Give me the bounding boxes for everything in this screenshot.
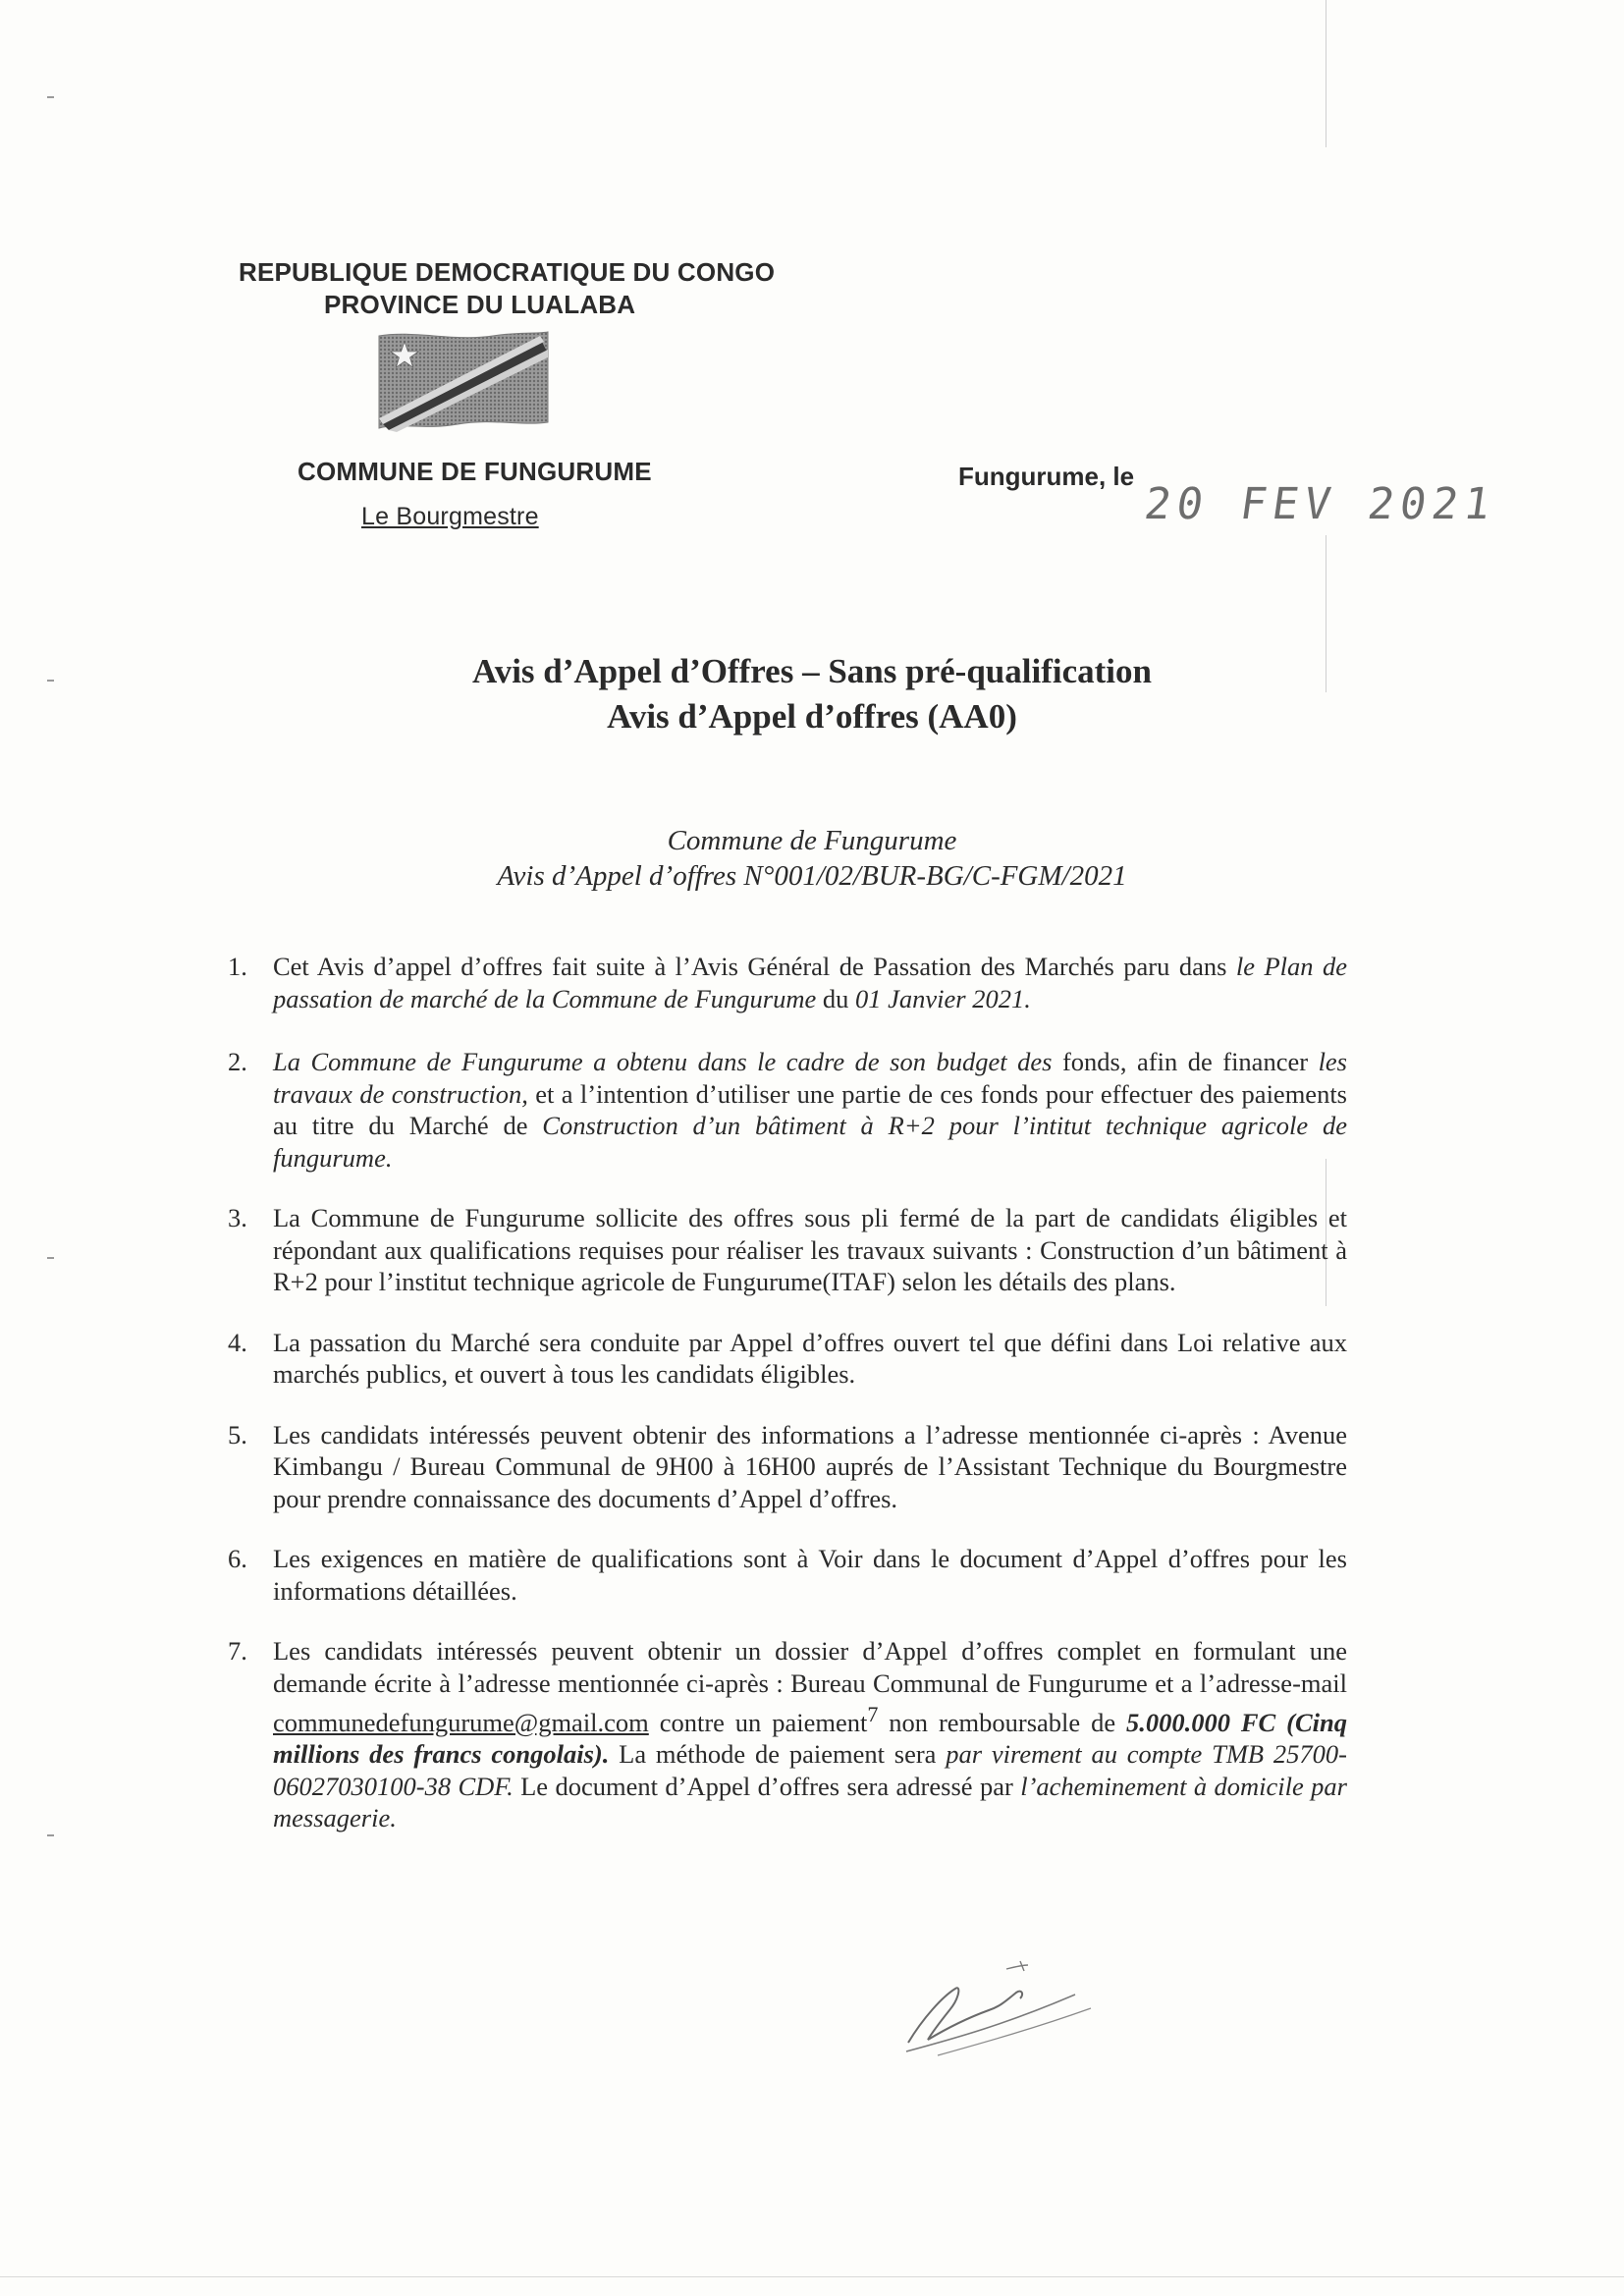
list-item: 1. Cet Avis d’appel d’offres fait suite à l’Avis Général de Passation des Marchés paru dans le Plan de passation de marché de la Commune de Fungurume du 01 Janvier 2021.: [228, 952, 1348, 1013]
drc-flag-icon: [375, 328, 550, 432]
header-province: PROVINCE DU LUALABA: [324, 290, 636, 319]
notice-title: Avis d’Appel d’Offres – Sans pré-qualification: [472, 652, 1152, 690]
header-commune: COMMUNE DE FUNGURUME: [298, 457, 652, 486]
amount: 5.000.000 FC (Cinq millions des francs congolais).: [273, 1707, 1347, 1770]
header-republic: REPUBLIQUE DEMOCRATIQUE DU CONGO: [239, 257, 776, 287]
email-link[interactable]: communedefungurume@gmail.com: [273, 1707, 649, 1737]
header-office: Le Bourgmestre: [361, 503, 539, 530]
list-item: 6. Les exigences en matière de qualifications sont à Voir dans le document d’Appel d’offres pour les informations détaillées.: [228, 1544, 1347, 1606]
notice-items: [228, 951, 1347, 1863]
list-item: 5. Les candidats intéressés peuvent obtenir des informations a l’adresse mentionnée ci-après : Avenue Kimbangu / Bureau Communal de 9H00 à 16H00 auprés de l’Assistant Technique du Bourgmestre pour prendre connaissance des documents d’Appel d’offres.: [228, 1419, 1347, 1513]
notice-title-aao: Avis d’Appel d’offres (AA0): [607, 697, 1017, 736]
margin-mark: [47, 1257, 54, 1259]
list-item: 3. La Commune de Fungurume sollicite des offres sous pli fermé de la part de candidats éligibles et répondant aux qualifications requises pour réaliser les travaux suivants : Construction d’un bâtiment à R+2 pour l’institut technique agricole de Fungurume(ITAF) selon les détails des plans.: [228, 1203, 1347, 1296]
signature-icon: [898, 1949, 1095, 2067]
scan-edge-bottom: [0, 2276, 1624, 2277]
list-item: 2. La Commune de Fungurume a obtenu dans le cadre de son budget des fonds, afin de financer les travaux de construction, et a l’intention d’utiliser une partie de ces fonds pour effectuer des paiements au titre du Marché de Construction d’un bâtiment à R+2 pour l’intitut technique agricole de fungurume.: [228, 1047, 1347, 1173]
date-stamp: 20 FEV 2021: [1141, 479, 1499, 529]
commune-subtitle: Commune de Fungurume: [667, 825, 957, 856]
list-item: 4. La passation du Marché sera conduite par Appel d’offres ouvert tel que défini dans Loi relative aux marchés publics, et ouvert à tous les candidats éligibles.: [228, 1327, 1347, 1389]
place-date-label: Fungurume, le: [958, 462, 1135, 491]
list-item: 7. Les candidats intéressés peuvent obtenir un dossier d’Appel d’offres complet en formulant une demande écrite à l’adresse mentionnée ci-après : Bureau Communal de Fungurume et a l’adresse-mail communedefungurume@gmail.com contre un paiement$^7$ non remboursable de 5.000.000 FC (Cinq millions des francs congolais). La méthode de paiement sera par virement au compte TMB 25700-06027030100-38 CDF. Le document d’Appel d’offres sera adressé par l’acheminement à domicile par messagerie.: [228, 1636, 1348, 1833]
margin-mark: [47, 96, 54, 98]
notice-reference: Avis d’Appel d’offres N°001/02/BUR-BG/C-FGM/2021: [497, 860, 1127, 892]
margin-mark: [47, 1834, 54, 1836]
